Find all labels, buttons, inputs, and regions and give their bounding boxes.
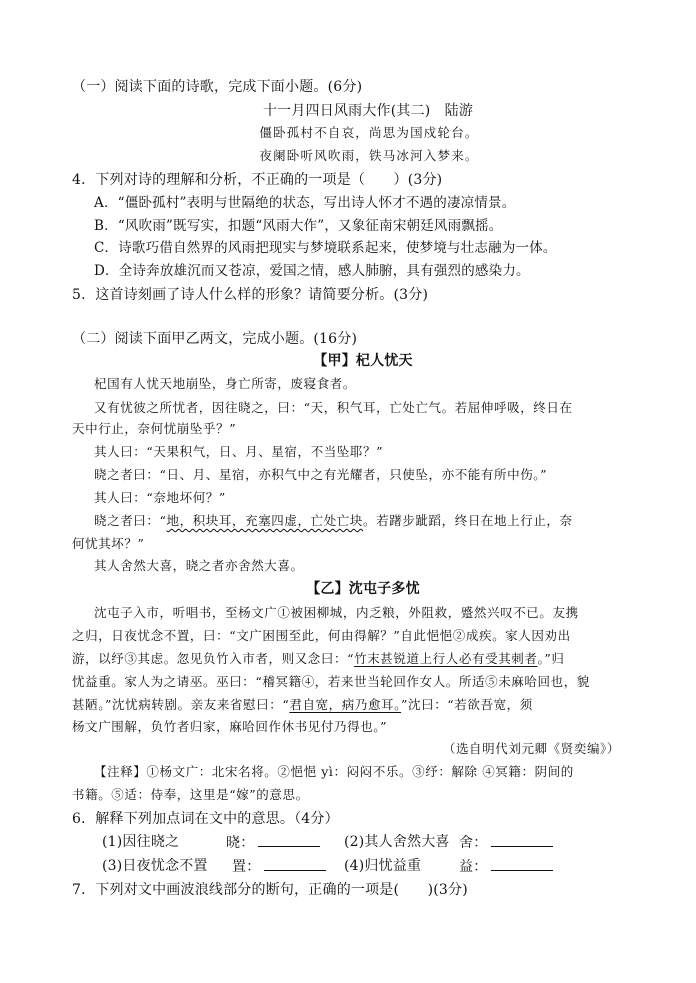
yi-line-1: 沈屯子入市，听唱书，至杨文广①被困柳城，内乏粮，外阻救，蹙然兴叹不已。友携 (94, 605, 579, 620)
jia-paragraph-6-line-1 (94, 512, 573, 530)
underlined-sentence-bamboo: 竹末甚锐道上行人必有受其刺者 (354, 651, 538, 666)
jia-paragraph-6-line-2: 何忧其坏？” (72, 536, 145, 551)
yi-line-5 (72, 696, 533, 714)
q6-item-4-word: 益： (459, 859, 488, 875)
jia-paragraph-2-line-1: 又有忧彼之所忧者，因往晓之，曰：“天，积气耳，亡处亡气。若屈伸呼吸，终日在 (94, 400, 573, 415)
q6-item-1-answer (226, 833, 320, 852)
answer-blank[interactable] (264, 857, 326, 871)
yi-line-2: 之归，日夜忧念不置，曰：“文广困围至此，何由得解？”自此悒悒②成疾。家人因劝出 (72, 628, 571, 643)
jia-paragraph-7: 其人舍然大喜，晓之者亦舍然大喜。 (94, 558, 304, 573)
q4-option-d: D．全诗奔放雄沉而又苍凉，爱国之情，感人肺腑，具有强烈的感染力。 (94, 263, 530, 279)
jia-p6-suffix: 。若躇步跐蹈，终日在地上行止，奈 (363, 513, 573, 528)
yi-l3-suffix: 。”归 (537, 651, 565, 666)
jia-paragraph-5: 其人曰：“奈地坏何？” (94, 490, 226, 505)
wavy-underlined-sentence: 地，积块耳，充塞四虚，亡处亡块 (166, 513, 364, 528)
q6-item-4-answer (459, 857, 553, 876)
q6-item-2-word: 舍： (459, 835, 488, 851)
q6-item-3-word: 置： (232, 859, 261, 875)
q4-option-a: A．“僵卧孤村”表明与世隔绝的状态，写出诗人怀才不遇的凄凉情景。 (94, 195, 516, 211)
jia-paragraph-2-line-2: 天中行止，奈何忧崩坠乎？” (72, 421, 237, 436)
question-7: 7．下列对文中画波浪线部分的断句，正确的一项是( )(3分) (72, 882, 468, 898)
jia-paragraph-3: 其人曰：“天果积气，日、月、星宿，不当坠耶？” (94, 444, 384, 459)
yi-line-4: 忧益重。家人为之请巫。巫曰：“稽冥籍④，若来世当轮回作女人。所适⑤未麻哈回也，貌 (72, 674, 590, 689)
q6-item-3-answer (232, 857, 326, 876)
section2-heading: （二）阅读下面甲乙两文，完成小题。(16分) (72, 331, 358, 347)
yi-l3-prefix: 游，以纾③其虑。忽见负竹入市者，则又念曰：“ (72, 651, 355, 666)
yi-title: 【乙】沈屯子多忧 (306, 581, 420, 597)
q4-option-b: B．“风吹雨”既写实，扣题“风雨大作”，又象征南宋朝廷风雨飘摇。 (94, 218, 503, 234)
q6-item-1-word: 晓： (226, 835, 255, 851)
note-line-1: 【注释】①杨文广：北宋名将。②悒悒 yì：闷闷不乐。③纾：解除 ④冥籍：阴间的 (94, 764, 574, 779)
yi-line-6: 杨文广围解，负竹者归家，麻哈回作休书见付乃得也。” (72, 719, 388, 734)
jia-paragraph-4: 晓之者曰：“日、月、星宿，亦积气中之有光耀者，只使坠，亦不能有所中伤。” (94, 467, 548, 482)
q6-item-1 (102, 833, 179, 851)
jia-paragraph-1: 杞国有人忧天地崩坠，身亡所寄，废寝食者。 (94, 376, 357, 391)
answer-blank[interactable] (258, 833, 320, 847)
yi-source: （选自明代刘元卿《贤奕编》） (442, 741, 620, 756)
q6-item-4 (344, 857, 421, 875)
section1-heading: （一）阅读下面的诗歌，完成下面小题。(6分) (72, 79, 363, 95)
note-line-2: 书籍。⑤适：侍奉，这里是“嫁”的意思。 (72, 787, 309, 802)
q6-item-2-label: (2)其人舍然大喜 (344, 834, 450, 850)
poem-line-1: 僵卧孤村不自哀，尚思为国戍轮台。 (259, 125, 479, 140)
q6-item-2 (344, 833, 450, 851)
answer-blank[interactable] (491, 857, 553, 871)
q4-option-c: C．诗歌巧借自然界的风雨把现实与梦境联系起来，使梦境与壮志融为一体。 (94, 240, 557, 256)
answer-blank[interactable] (491, 833, 553, 847)
underlined-sentence-comfort: 君自宽，病乃愈耳。 (289, 697, 401, 712)
q6-item-1-label: (1)因往晓之 (102, 834, 180, 850)
question-6: 6．解释下列加点词在文中的意思。（4分） (72, 811, 339, 827)
poem-line-2: 夜阑卧听风吹雨，铁马冰河入梦来。 (259, 148, 479, 163)
q6-item-3 (102, 857, 208, 875)
question-5: 5．这首诗刻画了诗人什么样的形象？请简要分析。(3分) (72, 287, 429, 303)
poem-title: 十一月四日风雨大作(其二) 陆游 (262, 103, 474, 119)
yi-l5-prefix: 甚陋。”沈忧病转剧。亲友来省慰曰：“ (72, 697, 290, 712)
jia-p6-prefix: 晓之者曰：“ (94, 513, 167, 528)
jia-title: 【甲】杞人忧天 (313, 353, 413, 369)
q6-item-3-label: (3)日夜忧念不置 (102, 858, 208, 874)
q6-item-4-label: (4)归忧益重 (344, 858, 422, 874)
yi-line-3 (72, 650, 564, 668)
question-4: 4．下列对诗的理解和分析，不正确的一项是（ ）(3分) (72, 172, 443, 188)
q6-item-2-answer (459, 833, 553, 852)
yi-l5-suffix: ”沈曰：“若欲吾宽，须 (401, 697, 533, 712)
